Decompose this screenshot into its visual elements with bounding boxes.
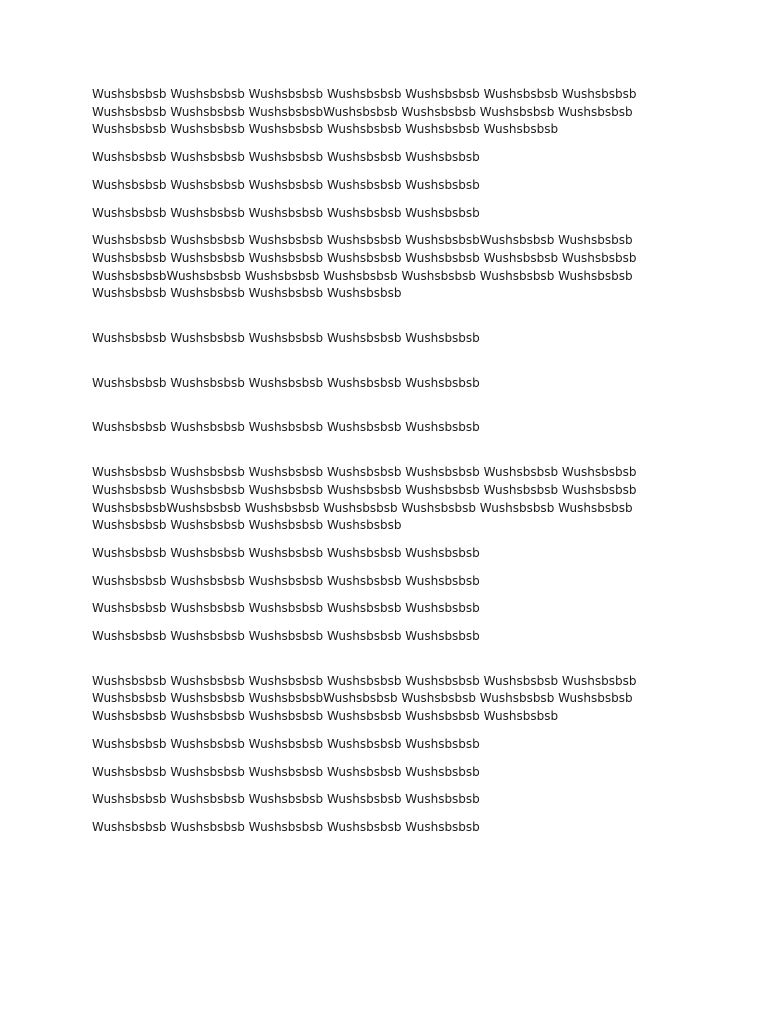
paragraph [92,149,632,167]
text-line: Wushsbsbsb Wushsbsbsb Wushsbsbsb Wushsbsbsb Wushsbsbsb [92,601,480,616]
blank-line [92,402,632,419]
text-line: Wushsbsbsb Wushsbsbsb Wushsbsbsb Wushsbsbsb Wushsbsbsb [92,792,480,807]
text-line: Wushsbsbsb Wushsbsbsb Wushsbsbsb Wushsbsbsb Wushsbsbsb [92,150,480,165]
text-line: Wushsbsbsb Wushsbsbsb Wushsbsbsb Wushsbsbsb Wushsbsbsb [92,331,480,346]
paragraph [92,764,632,782]
text-line: Wushsbsbsb Wushsbsbsb Wushsbsbsb Wushsbsbsb [92,518,402,533]
text-line: Wushsbsbsb Wushsbsbsb Wushsbsbsb Wushsbsbsb Wushsbsbsb [92,629,480,644]
paragraph [92,375,632,393]
paragraph [92,86,637,139]
text-line: Wushsbsbsb Wushsbsbsb Wushsbsbsb Wushsbsbsb Wushsbsbsb Wushsbsbsb Wushsbsbsb [92,465,637,480]
paragraph [92,736,632,754]
text-line: Wushsbsbsb Wushsbsbsb WushsbsbsbWushsbsbsb Wushsbsbsb Wushsbsbsb Wushsbsbsb [92,104,633,119]
text-line: Wushsbsbsb Wushsbsbsb Wushsbsbsb Wushsbsbsb Wushsbsbsb Wushsbsbsb Wushsbsbsb [92,250,637,265]
text-line: Wushsbsbsb Wushsbsbsb Wushsbsbsb Wushsbsbsb Wushsbsbsb [92,764,480,779]
text-line: WushsbsbsbWushsbsbsb Wushsbsbsb Wushsbsbsb Wushsbsbsb Wushsbsbsb Wushsbsbsb [92,500,633,515]
text-line: WushsbsbsbWushsbsbsb Wushsbsbsb Wushsbsbsb Wushsbsbsb Wushsbsbsb Wushsbsbsb [92,268,633,283]
paragraph [92,545,632,563]
text-line: Wushsbsbsb Wushsbsbsb Wushsbsbsb Wushsbsbsb [92,286,402,301]
text-line: Wushsbsbsb Wushsbsbsb Wushsbsbsb Wushsbsbsb Wushsbsbsb Wushsbsbsb Wushsbsbsb [92,673,637,688]
paragraph [92,573,632,591]
text-line: Wushsbsbsb Wushsbsbsb Wushsbsbsb Wushsbsbsb Wushsbsbsb [92,819,480,834]
text-line: Wushsbsbsb Wushsbsbsb Wushsbsbsb Wushsbsbsb Wushsbsbsb [92,736,480,751]
blank-line [92,447,632,464]
paragraph [92,464,637,535]
paragraph [92,330,632,348]
paragraph [92,819,632,837]
text-line: Wushsbsbsb Wushsbsbsb Wushsbsbsb Wushsbsbsb Wushsbsbsb [92,205,480,220]
text-line: Wushsbsbsb Wushsbsbsb Wushsbsbsb Wushsbsbsb Wushsbsbsb [92,573,480,588]
text-line: Wushsbsbsb Wushsbsbsb Wushsbsbsb Wushsbsbsb Wushsbsbsb [92,375,480,390]
paragraph [92,205,632,223]
text-line: Wushsbsbsb Wushsbsbsb Wushsbsbsb Wushsbsbsb Wushsbsbsb Wushsbsbsb [92,122,559,137]
document-body [92,86,637,847]
text-line: Wushsbsbsb Wushsbsbsb Wushsbsbsb Wushsbsbsb WushsbsbsbWushsbsbsb Wushsbsbsb [92,233,633,248]
text-line: Wushsbsbsb Wushsbsbsb WushsbsbsbWushsbsbsb Wushsbsbsb Wushsbsbsb Wushsbsbsb [92,691,633,706]
paragraph [92,628,632,646]
paragraph [92,673,637,726]
paragraph [92,600,632,618]
blank-line [92,358,632,375]
text-line: Wushsbsbsb Wushsbsbsb Wushsbsbsb Wushsbsbsb Wushsbsbsb [92,420,480,435]
text-line: Wushsbsbsb Wushsbsbsb Wushsbsbsb Wushsbsbsb Wushsbsbsb Wushsbsbsb Wushsbsbsb [92,482,637,497]
paragraph [92,177,632,195]
paragraph [92,419,632,437]
text-line: Wushsbsbsb Wushsbsbsb Wushsbsbsb Wushsbsbsb Wushsbsbsb [92,545,480,560]
paragraph [92,232,637,303]
paragraph [92,791,632,809]
blank-line [92,313,632,330]
text-line: Wushsbsbsb Wushsbsbsb Wushsbsbsb Wushsbsbsb Wushsbsbsb Wushsbsbsb Wushsbsbsb [92,87,637,101]
text-line: Wushsbsbsb Wushsbsbsb Wushsbsbsb Wushsbsbsb Wushsbsbsb [92,177,480,192]
blank-line [92,656,632,673]
text-line: Wushsbsbsb Wushsbsbsb Wushsbsbsb Wushsbsbsb Wushsbsbsb Wushsbsbsb [92,709,559,724]
